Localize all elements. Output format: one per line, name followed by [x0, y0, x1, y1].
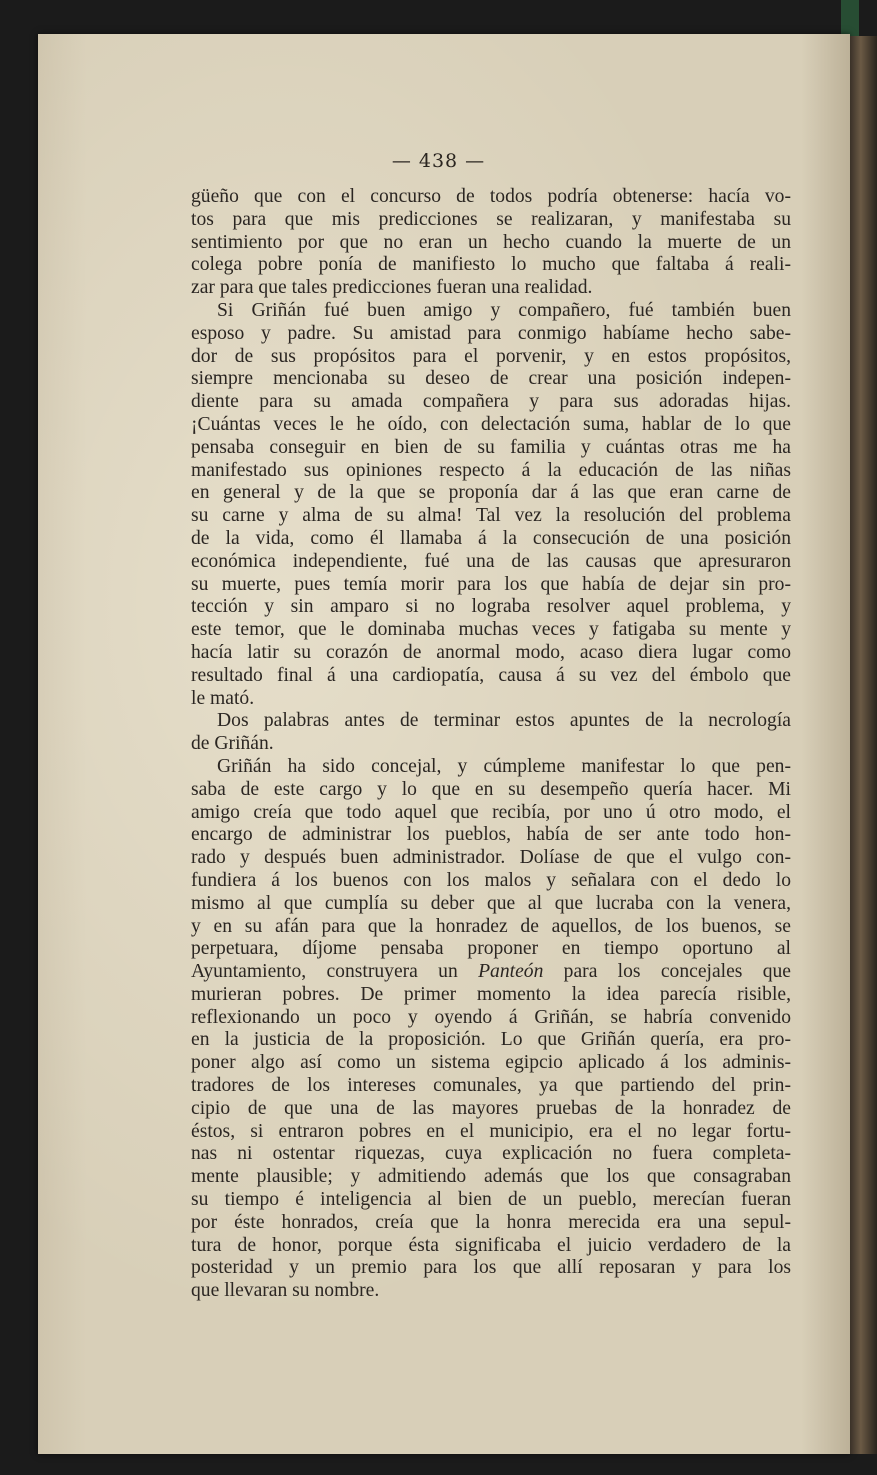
- text-line: saba de este cargo y lo que en su desempeño quería hacer. Mi: [191, 778, 791, 800]
- text-line: por éste honrados, creía que la honra merecida era una sepul-: [191, 1211, 791, 1233]
- italic-word: Panteón: [478, 961, 544, 983]
- text-line: nas ni ostentar riquezas, cuya explicación no fuera completa-: [191, 1143, 791, 1165]
- text-fragment: para los concejales que: [563, 961, 791, 983]
- text-line: tradores de los intereses comunales, ya que partiendo del prin-: [191, 1075, 791, 1097]
- book-page-edge: [850, 36, 877, 1454]
- text-line: y en su afán para que la honradez de aquellos, de los buenos, se: [191, 915, 791, 937]
- text-line: zar para que tales predicciones fueran una realidad.: [191, 277, 593, 299]
- text-line: cipio de que una de las mayores pruebas de la honradez de: [191, 1097, 791, 1119]
- text-line: manifestado sus opiniones respecto á la educación de las niñas: [191, 459, 791, 481]
- text-line: tura de honor, porque ésta significaba el juicio verdadero de la: [191, 1234, 791, 1256]
- text-line: dor de sus propósitos para el porvenir, y en estos propósitos,: [191, 345, 791, 367]
- text-line: fundiera á los buenos con los malos y señalara con el dedo lo: [191, 869, 791, 891]
- text-line: éstos, si entraron pobres en el municipio, era el no legar fortu-: [191, 1120, 791, 1142]
- body-text: [191, 186, 791, 1303]
- text-line: sentimiento por que no eran un hecho cuando la muerte de un: [191, 231, 791, 253]
- text-line: resultado final á una cardiopatía, causa á su vez del émbolo que: [191, 664, 791, 686]
- text-line: le mató.: [191, 687, 255, 709]
- text-line: poner algo así como un sistema egipcio aplicado á los adminis-: [191, 1052, 791, 1074]
- text-line: encargo de administrar los pueblos, había de ser ante todo hon-: [191, 824, 791, 846]
- page-number: — 438 —: [391, 150, 486, 172]
- text-line: este temor, que le dominaba muchas veces y fatigaba su mente y: [191, 619, 791, 641]
- text-line: posteridad y un premio para los que allí reposaran y para los: [191, 1257, 791, 1279]
- text-line: murieran pobres. De primer momento la idea parecía risible,: [191, 983, 791, 1005]
- text-line: Griñán ha sido concejal, y cúmpleme manifestar lo que pen-: [217, 755, 791, 777]
- text-line: su muerte, pues temía morir para los que había de dejar sin pro-: [191, 573, 791, 595]
- text-line: amigo creía que todo aquel que recibía, por uno ú otro modo, el: [191, 801, 791, 823]
- text-line: en la justicia de la proposición. Lo que Griñán quería, era pro-: [191, 1029, 791, 1051]
- text-line: mente plausible; y admitiendo además que los que consagraban: [191, 1166, 791, 1188]
- text-line: Si Griñán fué buen amigo y compañero, fué también buen: [217, 299, 791, 321]
- text-line: rado y después buen administrador. Dolíase de que el vulgo con-: [191, 847, 791, 869]
- text-line: de Griñán.: [191, 733, 274, 755]
- text-line: su carne y alma de su alma! Tal vez la resolución del problema: [191, 505, 791, 527]
- text-line: siempre mencionaba su deseo de crear una posición indepen-: [191, 368, 791, 390]
- text-line: económica independiente, fué una de las causas que apresuraron: [191, 550, 791, 572]
- text-line: perpetuara, díjome pensaba proponer en tiempo oportuno al: [191, 938, 791, 960]
- text-line: pensaba conseguir en bien de su familia y cuántas otras me ha: [191, 436, 791, 458]
- text-line: diente para su amada compañera y para sus adoradas hijas.: [191, 391, 791, 413]
- text-line: que llevaran su nombre.: [191, 1280, 380, 1302]
- text-line: de la vida, como él llamaba á la consecución de una posición: [191, 527, 791, 549]
- text-line: en general y de la que se proponía dar á las que eran carne de: [191, 482, 791, 504]
- text-line: güeño que con el concurso de todos podría obtenerse: hacía vo-: [191, 186, 791, 207]
- text-line: tos para que mis predicciones se realizaran, y manifestaba su: [191, 208, 791, 230]
- text-line: hacía latir su corazón de anormal modo, acaso diera lugar como: [191, 641, 791, 663]
- text-line: colega pobre ponía de manifiesto lo mucho que faltaba á reali-: [191, 254, 791, 276]
- text-line-with-italic: [191, 961, 791, 984]
- text-line: su tiempo é inteligencia al bien de un pueblo, merecían fueran: [191, 1189, 791, 1211]
- text-line: ¡Cuántas veces le he oído, con delectación suma, hablar de lo que: [191, 413, 791, 435]
- text-line: esposo y padre. Su amistad para conmigo habíame hecho sabe-: [191, 322, 791, 344]
- text-line: Dos palabras antes de terminar estos apuntes de la necrología: [217, 710, 791, 732]
- text-line: mismo al que cumplía su deber que al que lucraba con la venera,: [191, 892, 791, 914]
- text-line: tección y sin amparo si no lograba resolver aquel problema, y: [191, 596, 791, 618]
- text-line: reflexionando un poco y oyendo á Griñán, se habría convenido: [191, 1006, 791, 1028]
- text-fragment: Ayuntamiento, construyera un: [191, 961, 458, 983]
